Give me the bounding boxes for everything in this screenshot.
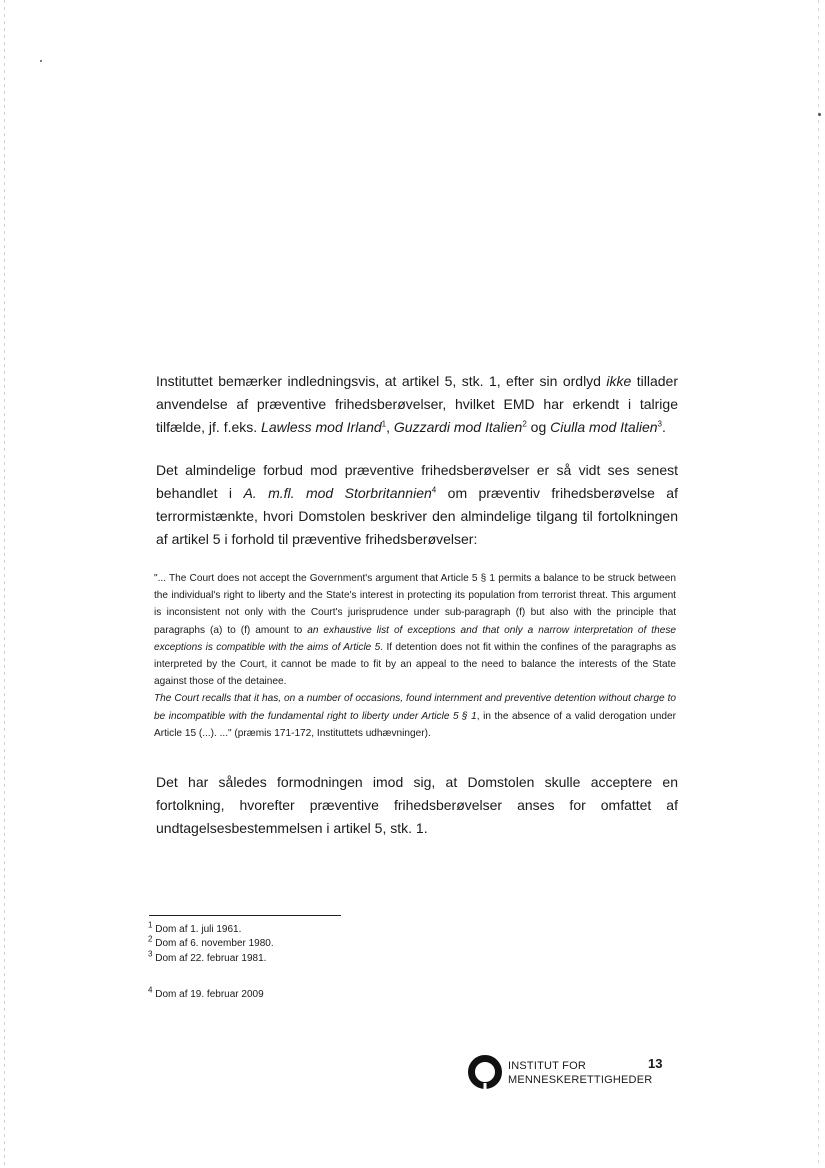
text: Det almindelige forbud mod præventive frihedsberøvelser er så vidt ses senest behandlet i xyxy=(156,462,678,501)
footnote-text: Dom af 22. februar 1981. xyxy=(155,953,267,964)
court-quote xyxy=(154,570,676,742)
text: og xyxy=(526,419,551,435)
case-name: Lawless mod Irland xyxy=(261,419,382,435)
scan-edge-right xyxy=(818,0,819,1168)
text: . If detention does not fit within the confines of the paragraphs as interpreted by the Court, it cannot be made to fit by an appeal to the need to balance the interests of the State against those of the detainee. xyxy=(154,641,676,688)
paragraph-intro xyxy=(156,370,678,439)
footnote-number: 2 xyxy=(148,934,153,944)
ring-logo-icon xyxy=(467,1054,503,1090)
text: Instituttet bemærker indledningsvis, at artikel 5, stk. 1, efter sin ordlyd xyxy=(156,373,607,389)
footnote-number: 4 xyxy=(148,985,153,995)
emphasis: The Court recalls that it has, on a number of occasions, found internment and preventive detention without charge to be incompatible with the fundamental right to liberty under Article 5 § 1 xyxy=(154,693,676,722)
emphasis: ikke xyxy=(606,373,632,389)
text: , in the absence of a valid derogation under Article 15 (...). ..." (præmis 171-172, Instituttets udhævninger). xyxy=(154,710,676,739)
footnote-ref: 3 xyxy=(657,419,662,429)
scan-speck xyxy=(818,113,821,116)
footnote xyxy=(148,985,264,1001)
scan-edge-left xyxy=(4,0,5,1168)
logo-text-line2: MENNESKERETTIGHEDER xyxy=(508,1074,653,1086)
case-name: A. m.fl. mod Storbritannien xyxy=(243,485,432,501)
footnote-text: Dom af 19. februar 2009 xyxy=(155,989,264,1000)
paragraph-conclusion: Det har således formodningen imod sig, at Domstolen skulle acceptere en fortolkning, hvorefter præventive frihedsberøvelser anses for omfattet af undtagelsesbestemmelsen i artikel 5, stk. 1. xyxy=(156,774,678,836)
footnote-ref: 1 xyxy=(381,419,387,429)
logo-text-line1: INSTITUT FOR xyxy=(508,1060,586,1072)
footnote-text: Dom af 6. november 1980. xyxy=(155,938,274,949)
footnote xyxy=(148,920,242,936)
footnote-ref: 2 xyxy=(522,419,527,429)
footnote-divider xyxy=(149,915,341,916)
text: "... The Court does not accept the Government's argument that Article 5 § 1 permits a balance to be struck between the individual's right to liberty and the State's interest in protecting its population from terrorist threat. This argument is inconsistent not only with the Court's jurisprudence under sub-paragraph (f) but also with the principle that paragraphs (a) to (f) amount to xyxy=(154,573,676,636)
footnote-text: Dom af 1. juli 1961. xyxy=(155,924,242,935)
text: . xyxy=(661,419,666,435)
footnote xyxy=(148,934,274,950)
case-name: Guzzardi mod Italien xyxy=(393,419,523,435)
footnote-ref: 4 xyxy=(431,485,437,495)
text: om præventiv frihedsberøvelse af terrormistænkte, hvori Domstolen beskriver den almindelige tilgang til fortolkningen af artikel 5 i forhold til præventive frihedsberøvelser: xyxy=(156,485,678,547)
paragraph-prohibition xyxy=(156,459,678,551)
text: tillader anvendelse af præventive frihedsberøvelser, hvilket EMD har erkendt i talrige tilfælde, jf. f.eks. xyxy=(156,373,678,435)
text: , xyxy=(386,419,394,435)
footnote xyxy=(148,949,267,965)
footnote-number: 1 xyxy=(148,920,153,930)
page-number: 13 xyxy=(648,1056,663,1071)
footnote-number: 3 xyxy=(148,949,153,959)
emphasis: an exhaustive list of exceptions and that only a narrow interpretation of these exceptions is compatible with the aims of Article 5 xyxy=(154,624,676,653)
case-name: Ciulla mod Italien xyxy=(550,419,658,435)
scan-speck xyxy=(40,60,42,62)
